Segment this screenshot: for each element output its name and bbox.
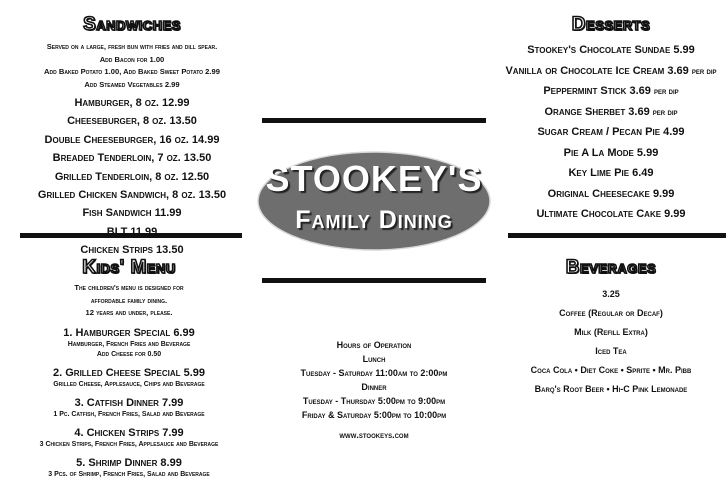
dessert-item	[496, 40, 726, 61]
sandwiches-heading: Sandwiches	[83, 14, 181, 35]
kids-item-desc: 3 Pcs. of Shrimp, French Fries, Salad and Beverage	[48, 470, 210, 478]
divider-right	[508, 233, 726, 238]
kids-item-desc: 1 Pc. Catfish, French Fries, Salad and Beverage	[53, 410, 205, 418]
desserts-heading: Desserts	[571, 14, 651, 35]
desserts-list	[496, 40, 726, 225]
intro-line: Add Steamed Vegetables 2.99	[84, 79, 180, 89]
menu-item: Grilled Chicken Sandwich, 8 oz. 13.50	[37, 189, 227, 202]
menu-item: Breaded Tenderloin, 7 oz. 13.50	[52, 152, 212, 165]
menu-item: BLT 11.99	[106, 225, 158, 238]
website-link[interactable]: www.stookeys.com	[339, 430, 409, 440]
sandwiches-list	[8, 94, 256, 260]
dessert-unit: per dip	[652, 106, 678, 117]
beverage-item: Coca Cola • Diet Coke • Sprite • Mr. Pibb	[530, 365, 692, 375]
dessert-item	[496, 204, 726, 225]
divider-center-top	[262, 118, 486, 123]
dinner-hours-weekend: Friday & Saturday 5:00pm to 10:00pm	[301, 410, 447, 420]
dessert-item	[496, 143, 726, 164]
intro-line: affordable family dining.	[90, 295, 168, 305]
intro-line: The children's menu is designed for	[74, 283, 184, 292]
kids-item-title: 5. Shrimp Dinner 8.99	[76, 456, 182, 469]
dessert-price: 3.69	[629, 85, 651, 97]
dessert-name: Orange Sherbet	[544, 105, 626, 118]
beverages-list	[496, 285, 726, 399]
dinner-label: Dinner	[361, 382, 387, 392]
kids-item-desc: 3 Chicken Strips, French Fries, Applesauce and Beverage	[39, 440, 219, 448]
dessert-price: 3.69	[667, 64, 689, 77]
intro-line: Add Bacon for 1.00	[99, 54, 165, 64]
beverage-item: Milk (Refill Extra)	[574, 327, 648, 337]
dessert-name: Peppermint Stick	[543, 85, 627, 97]
menu-item: Grilled Tenderloin, 8 oz. 12.50	[54, 170, 210, 183]
intro-line: Served on a large, fresh bun with fries and dill spear.	[46, 42, 218, 51]
intro-line: Add Baked Potato 1.00, Add Baked Sweet Potato 2.99	[44, 67, 220, 76]
sandwiches-intro	[8, 41, 256, 91]
kids-intro	[0, 282, 258, 320]
dessert-item	[496, 61, 726, 82]
desserts-section	[496, 14, 726, 225]
sandwiches-section	[8, 14, 256, 260]
beverage-item: Coffee (Regular or Decaf)	[559, 308, 663, 318]
kids-item-desc: Add Cheese for 0.50	[96, 350, 162, 358]
dessert-name: Pie A La Mode	[563, 146, 634, 159]
kids-list	[0, 327, 258, 480]
beverage-item: Barq's Root Beer • Hi-C Pink Lemonade	[534, 384, 688, 394]
dessert-price: 5.99	[673, 44, 695, 56]
dessert-price: 9.99	[652, 187, 675, 200]
dessert-price: 5.99	[636, 146, 659, 159]
dessert-price: 6.49	[632, 167, 654, 179]
dessert-price: 4.99	[663, 126, 685, 138]
dessert-name: Key Lime Pie	[568, 167, 630, 179]
menu-item: Chicken Strips 13.50	[80, 244, 184, 257]
lunch-hours: Tuesday - Saturday 11:00am to 2:00pm	[300, 368, 448, 378]
dessert-name: Vanilla or Chocolate Ice Cream	[505, 64, 665, 77]
dessert-price: 3.69	[628, 105, 650, 118]
dessert-item	[496, 102, 726, 123]
dessert-item	[496, 184, 726, 205]
menu-item: Double Cheeseburger, 16 oz. 14.99	[44, 133, 220, 146]
beverages-heading: Beverages	[565, 257, 657, 278]
menu-item: Fish Sandwich 11.99	[82, 207, 182, 220]
kids-item-title: 4. Chicken Strips 7.99	[74, 426, 184, 439]
hours-title: Hours of Operation	[336, 340, 412, 350]
hours-section	[256, 338, 492, 442]
lunch-label: Lunch	[362, 354, 386, 364]
kids-menu-section	[0, 257, 258, 480]
kids-item-desc: Hamburger, French Fries and Beverage	[67, 340, 191, 348]
beverages-section	[496, 257, 726, 399]
kids-item-title: 3. Catfish Dinner 7.99	[74, 396, 184, 409]
dessert-unit: per dip	[691, 65, 717, 76]
intro-line: 12 years and under, please.	[85, 308, 173, 317]
kids-item-title: 1. Hamburger Special 6.99	[63, 326, 195, 339]
dessert-name: Stookey's Chocolate Sundae	[527, 44, 671, 56]
restaurant-logo	[256, 150, 492, 252]
dessert-unit: per dip	[653, 86, 679, 96]
beverage-item: Iced Tea	[595, 346, 627, 356]
dessert-item	[496, 81, 726, 102]
dinner-hours-weekday: Tuesday - Thursday 5:00pm to 9:00pm	[302, 396, 446, 406]
dessert-name: Sugar Cream / Pecan Pie	[537, 126, 661, 138]
dessert-price: 9.99	[664, 208, 686, 220]
beverage-price: 3.25	[602, 289, 620, 299]
logo-line2: Family Dining	[295, 206, 453, 234]
logo-line1: STOOKEY'S	[265, 158, 483, 199]
menu-item: Cheeseburger, 8 oz. 13.50	[67, 115, 197, 128]
dessert-item	[496, 163, 726, 184]
kids-item-desc: Grilled Cheese, Applesauce, Chips and Beverage	[53, 380, 205, 388]
menu-item: Hamburger, 8 oz. 12.99	[74, 97, 190, 109]
dessert-name: Ultimate Chocolate Cake	[536, 208, 662, 220]
dessert-name: Original Cheesecake	[547, 187, 650, 200]
kids-item-title: 2. Grilled Cheese Special 5.99	[53, 366, 205, 379]
kids-menu-heading: Kids' Menu	[82, 257, 176, 278]
divider-center-bottom	[262, 278, 486, 283]
dessert-item	[496, 122, 726, 143]
